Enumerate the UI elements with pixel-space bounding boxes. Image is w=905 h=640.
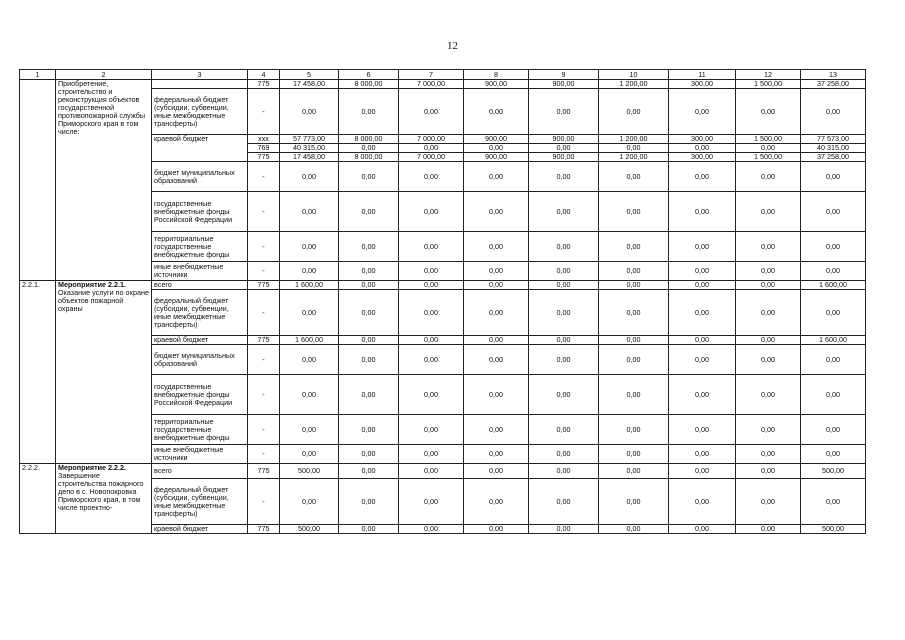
amount-cell: 0,00 [736,375,801,415]
funding-source: бюджет муниципальных образований [152,162,248,192]
amount-cell: 0,00 [529,415,599,445]
budget-table [19,69,866,534]
amount-cell: 0,00 [736,464,801,479]
header-cell: 3 [152,70,248,80]
amount-cell: 0,00 [339,345,399,375]
amount-cell: 0,00 [599,192,669,232]
amount-cell: 1 600,00 [280,281,339,290]
amount-cell: 0,00 [280,375,339,415]
amount-cell: 0,00 [669,479,736,525]
funding-source: всего [152,464,248,479]
amount-cell: 0,00 [339,415,399,445]
amount-cell: 0,00 [280,192,339,232]
funding-source: бюджет муниципальных образований [152,345,248,375]
header-cell: 6 [339,70,399,80]
amount-cell: 0,00 [339,290,399,336]
code-cell: - [248,262,280,281]
amount-cell: 500,00 [801,464,866,479]
page-number: 12 [447,40,458,52]
event-description [56,281,152,464]
funding-source: краевой бюджет [152,525,248,534]
amount-cell: 0,00 [736,525,801,534]
header-cell: 2 [56,70,152,80]
amount-cell: 0,00 [464,281,529,290]
code-cell: - [248,479,280,525]
amount-cell: 1 500,00 [736,153,801,162]
amount-cell: 0,00 [599,525,669,534]
amount-cell: 0,00 [669,192,736,232]
code-cell: - [248,162,280,192]
amount-cell: 0,00 [339,162,399,192]
amount-cell: 0,00 [529,345,599,375]
header-cell: 8 [464,70,529,80]
amount-cell: 0,00 [736,415,801,445]
funding-source: иные внебюджетные источники [152,445,248,464]
amount-cell: 0,00 [529,479,599,525]
amount-cell: 900,00 [464,80,529,89]
header-cell: 4 [248,70,280,80]
amount-cell: 7 000,00 [399,80,464,89]
amount-cell: 0,00 [464,192,529,232]
amount-cell: 0,00 [339,445,399,464]
amount-cell: 0,00 [801,375,866,415]
amount-cell: 0,00 [280,232,339,262]
amount-cell: 0,00 [529,281,599,290]
amount-cell: 0,00 [801,232,866,262]
amount-cell: 0,00 [399,281,464,290]
amount-cell: 0,00 [464,262,529,281]
amount-cell: 0,00 [669,415,736,445]
event-text: Завершение строительства пожарного депо в с. Новопокровка Приморского края, в том числе проектно- [58,471,144,512]
amount-cell: 0,00 [801,415,866,445]
amount-cell: 0,00 [801,262,866,281]
amount-cell: 0,00 [399,192,464,232]
amount-cell: 300,00 [669,135,736,144]
amount-cell: 0,00 [399,445,464,464]
code-cell: 775 [248,153,280,162]
amount-cell: 0,00 [801,89,866,135]
amount-cell: 500,00 [280,464,339,479]
amount-cell: 0,00 [339,89,399,135]
amount-cell: 0,00 [801,192,866,232]
amount-cell: 1 600,00 [801,281,866,290]
amount-cell: 0,00 [399,375,464,415]
amount-cell: 0,00 [399,479,464,525]
header-cell: 10 [599,70,669,80]
code-cell: - [248,375,280,415]
amount-cell: 0,00 [339,144,399,153]
amount-cell: 0,00 [464,345,529,375]
amount-cell: 0,00 [464,232,529,262]
amount-cell: 0,00 [399,262,464,281]
amount-cell: 0,00 [339,525,399,534]
amount-cell: 0,00 [399,89,464,135]
event-text: Оказание услуги по охране объектов пожарной охраны [58,288,149,313]
amount-cell: 0,00 [529,290,599,336]
amount-cell: 8 000,00 [339,153,399,162]
amount-cell: 0,00 [669,232,736,262]
funding-source: федеральный бюджет (субсидии, субвенции, иные межбюджетные трансферты) [152,89,248,135]
row-number [20,80,56,281]
amount-cell: 900,00 [464,153,529,162]
amount-cell: 0,00 [736,281,801,290]
amount-cell: 0,00 [669,144,736,153]
amount-cell: 0,00 [599,415,669,445]
amount-cell: 0,00 [736,345,801,375]
amount-cell: 300,00 [669,153,736,162]
amount-cell: 0,00 [464,479,529,525]
amount-cell: 0,00 [599,375,669,415]
amount-cell: 0,00 [801,345,866,375]
amount-cell: 0,00 [801,479,866,525]
amount-cell: 0,00 [399,162,464,192]
amount-cell: 300,00 [669,80,736,89]
amount-cell: 8 000,00 [339,135,399,144]
funding-source: краевой бюджет [152,336,248,345]
amount-cell: 0,00 [669,345,736,375]
amount-cell: 0,00 [599,479,669,525]
funding-source: краевой бюджет [152,135,248,162]
amount-cell: 0,00 [399,345,464,375]
amount-cell: 0,00 [529,232,599,262]
amount-cell: 0,00 [736,192,801,232]
amount-cell: 900,00 [529,80,599,89]
header-cell: 12 [736,70,801,80]
event-description [56,80,152,281]
amount-cell: 500,00 [280,525,339,534]
amount-cell: 17 458,00 [280,80,339,89]
row-number: 2.2.2. [20,464,56,534]
amount-cell: 0,00 [669,281,736,290]
amount-cell: 37 258,00 [801,80,866,89]
code-cell: - [248,89,280,135]
amount-cell: 900,00 [529,153,599,162]
amount-cell: 0,00 [464,525,529,534]
amount-cell: 40 315,00 [280,144,339,153]
code-cell: ххх [248,135,280,144]
code-cell: 775 [248,80,280,89]
amount-cell: 0,00 [669,262,736,281]
amount-cell: 0,00 [599,281,669,290]
amount-cell: 0,00 [529,464,599,479]
funding-source: территориальные государственные внебюджетные фонды [152,232,248,262]
amount-cell: 0,00 [599,464,669,479]
amount-cell: 0,00 [736,162,801,192]
amount-cell: 0,00 [339,232,399,262]
table-row [20,281,866,290]
amount-cell: 0,00 [339,464,399,479]
amount-cell: 0,00 [280,479,339,525]
amount-cell: 0,00 [280,290,339,336]
amount-cell: 0,00 [339,192,399,232]
event-title: Мероприятие 2.2.2. [58,463,127,472]
amount-cell: 0,00 [599,336,669,345]
amount-cell: 7 000,00 [399,153,464,162]
row-number: 2.2.1. [20,281,56,464]
amount-cell: 0,00 [736,262,801,281]
amount-cell: 0,00 [399,525,464,534]
funding-source: федеральный бюджет (субсидии, субвенции, иные межбюджетные трансферты) [152,290,248,336]
amount-cell: 0,00 [529,375,599,415]
amount-cell: 0,00 [736,232,801,262]
amount-cell: 0,00 [529,525,599,534]
funding-source: федеральный бюджет (субсидии, субвенции, иные межбюджетные трансферты) [152,479,248,525]
amount-cell: 0,00 [736,479,801,525]
amount-cell: 0,00 [529,445,599,464]
amount-cell: 900,00 [464,135,529,144]
amount-cell: 0,00 [801,445,866,464]
funding-source: государственные внебюджетные фонды Российской Федерации [152,375,248,415]
amount-cell: 1 600,00 [801,336,866,345]
amount-cell: 0,00 [599,290,669,336]
header-row [20,70,866,80]
amount-cell: 0,00 [669,162,736,192]
amount-cell: 0,00 [529,144,599,153]
amount-cell: 0,00 [280,162,339,192]
amount-cell: 0,00 [599,345,669,375]
amount-cell: 0,00 [339,262,399,281]
amount-cell: 0,00 [464,375,529,415]
header-cell: 7 [399,70,464,80]
amount-cell: 0,00 [339,479,399,525]
amount-cell: 0,00 [339,375,399,415]
amount-cell: 900,00 [529,135,599,144]
funding-source [152,80,248,89]
code-cell: - [248,232,280,262]
amount-cell: 0,00 [669,375,736,415]
amount-cell: 0,00 [801,162,866,192]
amount-cell: 17 458,00 [280,153,339,162]
amount-cell: 0,00 [464,415,529,445]
amount-cell: 0,00 [599,144,669,153]
amount-cell: 0,00 [529,262,599,281]
amount-cell: 0,00 [801,290,866,336]
amount-cell: 0,00 [669,464,736,479]
amount-cell: 0,00 [529,89,599,135]
amount-cell: 0,00 [736,445,801,464]
amount-cell: 0,00 [464,445,529,464]
amount-cell: 0,00 [529,336,599,345]
code-cell: 775 [248,281,280,290]
amount-cell: 0,00 [669,525,736,534]
amount-cell: 7 000,00 [399,135,464,144]
amount-cell: 0,00 [599,232,669,262]
code-cell: - [248,415,280,445]
funding-source: всего [152,281,248,290]
amount-cell: 0,00 [529,192,599,232]
table-row [20,80,866,89]
amount-cell: 0,00 [464,89,529,135]
amount-cell: 0,00 [280,445,339,464]
amount-cell: 0,00 [464,144,529,153]
amount-cell: 0,00 [669,89,736,135]
amount-cell: 77 573,00 [801,135,866,144]
header-cell: 9 [529,70,599,80]
amount-cell: 0,00 [669,290,736,336]
amount-cell: 0,00 [599,445,669,464]
amount-cell: 0,00 [339,336,399,345]
amount-cell: 0,00 [464,464,529,479]
amount-cell: 0,00 [399,336,464,345]
amount-cell: 0,00 [464,290,529,336]
header-cell: 1 [20,70,56,80]
code-cell: - [248,345,280,375]
amount-cell: 0,00 [280,415,339,445]
event-text: Приобретение, строительство и реконструкция объектов государственной противопожарной службы Приморского края в том числе: [58,79,145,136]
amount-cell: 0,00 [399,144,464,153]
amount-cell: 0,00 [599,89,669,135]
amount-cell: 0,00 [669,445,736,464]
amount-cell: 0,00 [529,162,599,192]
amount-cell: 1 200,00 [599,135,669,144]
amount-cell: 1 200,00 [599,153,669,162]
amount-cell: 0,00 [736,144,801,153]
event-description [56,464,152,534]
code-cell: - [248,290,280,336]
amount-cell: 57 773,00 [280,135,339,144]
amount-cell: 40 315,00 [801,144,866,153]
amount-cell: 0,00 [736,89,801,135]
amount-cell: 0,00 [599,262,669,281]
amount-cell: 1 500,00 [736,80,801,89]
amount-cell: 0,00 [399,290,464,336]
header-cell: 13 [801,70,866,80]
funding-source: государственные внебюджетные фонды Российской Федерации [152,192,248,232]
amount-cell: 0,00 [399,232,464,262]
funding-source: иные внебюджетные источники [152,262,248,281]
amount-cell: 0,00 [736,336,801,345]
amount-cell: 0,00 [669,336,736,345]
event-title: Мероприятие 2.2.1. [58,280,127,289]
code-cell: - [248,192,280,232]
amount-cell: 0,00 [464,162,529,192]
amount-cell: 0,00 [339,281,399,290]
code-cell: 769 [248,144,280,153]
amount-cell: 1 200,00 [599,80,669,89]
amount-cell: 0,00 [736,290,801,336]
funding-source: территориальные государственные внебюджетные фонды [152,415,248,445]
table-row [20,464,866,479]
amount-cell: 0,00 [599,162,669,192]
amount-cell: 0,00 [464,336,529,345]
amount-cell: 0,00 [399,464,464,479]
amount-cell: 500,00 [801,525,866,534]
code-cell: 775 [248,464,280,479]
header-cell: 5 [280,70,339,80]
code-cell: 775 [248,336,280,345]
code-cell: - [248,445,280,464]
amount-cell: 37 258,00 [801,153,866,162]
amount-cell: 1 500,00 [736,135,801,144]
amount-cell: 0,00 [280,89,339,135]
amount-cell: 1 600,00 [280,336,339,345]
amount-cell: 0,00 [280,262,339,281]
amount-cell: 0,00 [399,415,464,445]
amount-cell: 0,00 [280,345,339,375]
code-cell: 775 [248,525,280,534]
amount-cell: 8 000,00 [339,80,399,89]
header-cell: 11 [669,70,736,80]
